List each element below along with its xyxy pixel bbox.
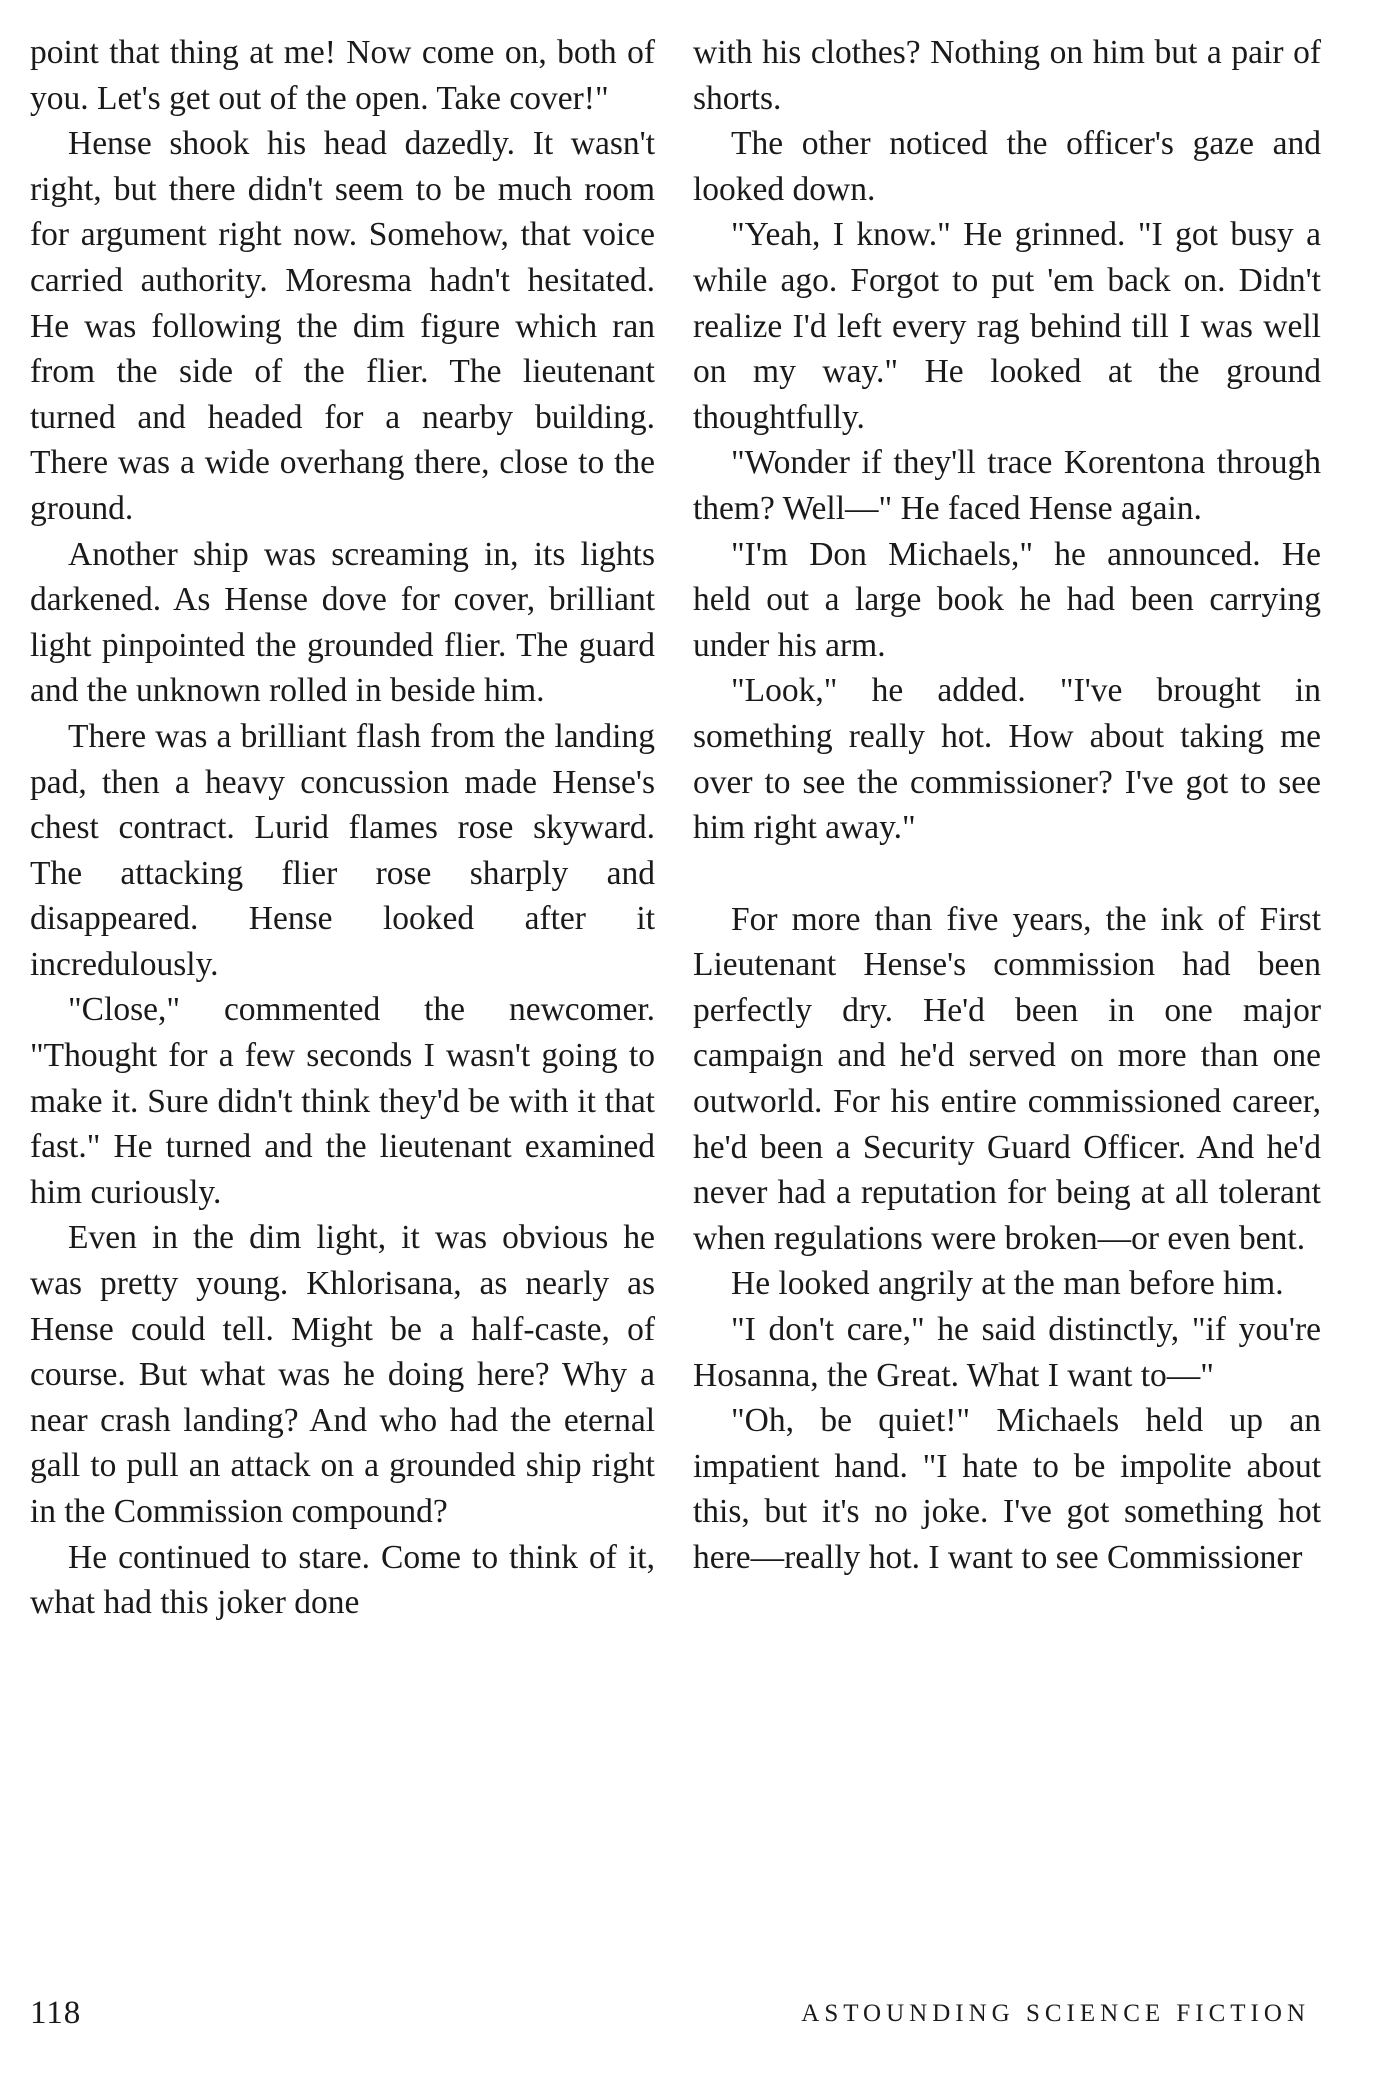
left-paragraph-7: He continued to stare. Come to think of it, what had this joker done: [30, 1538, 655, 1622]
right-paragraph-2: The other noticed the officer's gaze and looked down.: [693, 125, 1321, 208]
running-title: ASTOUNDING SCIENCE FICTION: [801, 2000, 1310, 2027]
right-paragraph-9: "I don't care," he said distinctly, "if you're Hosanna, the Great. What I want to—": [693, 1311, 1321, 1394]
right-paragraph-8: He looked angrily at the man before him.: [731, 1265, 1284, 1303]
right-paragraph-10: "Oh, be quiet!" Michaels held up an impatient hand. "I hate to be impolite about this, but it's no joke. I've got something hot here—really hot. I want to see Commissioner: [693, 1402, 1321, 1576]
right-paragraph-4: "Wonder if they'll trace Korentona through them? Well—" He faced Hense again.: [693, 444, 1321, 527]
right-paragraph-6: "Look," he added. "I've brought in something really hot. How about taking me over to see the commissioner? I've got to see him right away.": [693, 672, 1321, 847]
left-paragraph-5: "Close," commented the newcomer. "Thought for a few seconds I wasn't going to make it. Sure didn't think they'd be with it that fast." He turned and the lieutenant examined him curiously.: [30, 991, 655, 1211]
right-paragraph-1: with his clothes? Nothing on him but a pair of shorts.: [693, 34, 1321, 117]
page-number: 118: [30, 1995, 82, 2031]
right-paragraph-7: For more than five years, the ink of First Lieutenant Hense's commission had been perfectly dry. He'd been in one major campaign and he'd served on more than one outworld. For his entire commissioned career, he'd been a Security Guard Officer. And he'd never had a reputation for being at all tolerant when regulations were broken—or even bent.: [693, 900, 1321, 1257]
left-paragraph-6: Even in the dim light, it was obvious he was pretty young. Khlorisana, as nearly as Hense could tell. Might be a half-caste, of course. But what was he doing here? Why a near crash landing? And who had the eternal gall to pull an attack on a grounded ship right in the Commission compound?: [30, 1219, 655, 1530]
right-paragraph-3: "Yeah, I know." He grinned. "I got busy a while ago. Forgot to put 'em back on. Didn't realize I'd left every rag behind till I was well on my way." He looked at the ground thoughtfully.: [693, 216, 1321, 436]
left-column: [30, 30, 655, 1626]
right-paragraph-5: "I'm Don Michaels," he announced. He held out a large book he had been carrying under his arm.: [693, 535, 1321, 664]
left-paragraph-3: Another ship was screaming in, its lights darkened. As Hense dove for cover, brilliant light pinpointed the grounded flier. The guard and the unknown rolled in beside him.: [30, 535, 655, 710]
left-paragraph-4: There was a brilliant flash from the landing pad, then a heavy concussion made Hense's chest contract. Lurid flames rose skyward. The attacking flier rose sharply and disappeared. Hense looked after it incredulously.: [30, 717, 655, 983]
left-paragraph-2: Hense shook his head dazedly. It wasn't right, but there didn't seem to be much room for argument right now. Somehow, that voice carried authority. Moresma hadn't hesitated. He was following the dim figure which ran from the side of the flier. The lieutenant turned and headed for a nearby building. There was a wide overhang there, close to the ground.: [30, 125, 655, 527]
left-paragraph-1: point that thing at me! Now come on, both of you. Let's get out of the open. Take cover!": [30, 34, 655, 117]
right-column: [693, 30, 1321, 1581]
